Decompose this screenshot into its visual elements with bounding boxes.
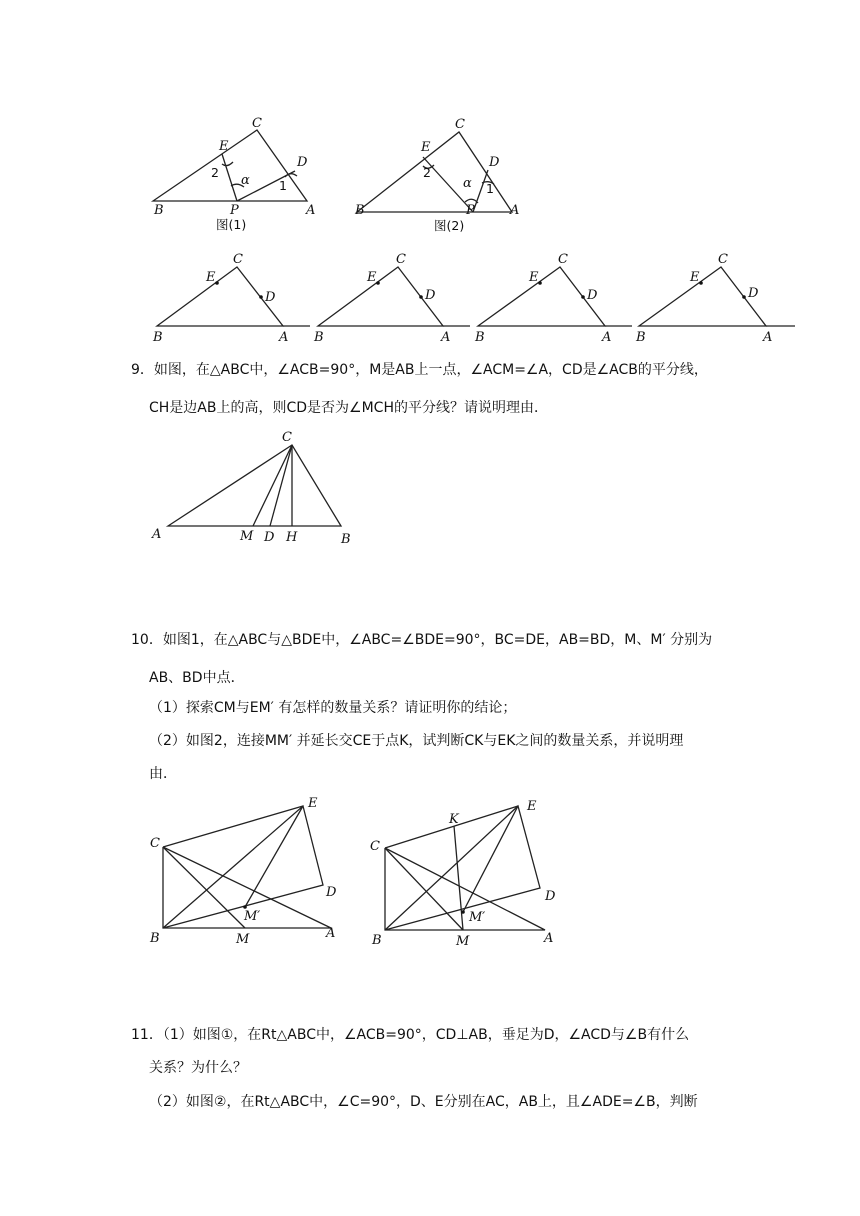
svg-text:C: C	[282, 430, 292, 445]
small-triangle-2	[318, 267, 470, 326]
svg-text:M: M	[240, 529, 254, 544]
small-triangle-labels-4	[635, 252, 772, 345]
q10-line-3: （1）探索CM与EM′ 有怎样的数量关系？请证明你的结论；	[149, 700, 517, 716]
svg-text:C: C	[718, 252, 728, 267]
q10-line-5: 由．	[149, 766, 177, 782]
q11-line-2: 关系？为什么？	[149, 1060, 247, 1076]
svg-text:A: A	[544, 931, 554, 946]
svg-text:E: E	[367, 270, 377, 285]
svg-text:A: A	[279, 330, 289, 345]
fig2-label-A: A	[510, 203, 520, 218]
small-triangle-3	[478, 267, 632, 326]
svg-text:B: B	[475, 330, 485, 345]
svg-text:B: B	[372, 933, 382, 948]
q9-line-2: CH是边AB上的高，则CD是否为∠MCH的平分线？请说明理由．	[149, 400, 548, 416]
fig2-label-E: E	[421, 140, 431, 155]
svg-text:E: E	[529, 270, 539, 285]
fig2-label-1: 1	[486, 181, 494, 196]
svg-text:D: D	[587, 288, 598, 303]
svg-text:B: B	[153, 330, 163, 345]
q10-line-1: 10．如图1，在△ABC与△BDE中，∠ABC=∠BDE=90°，BC=DE，AB=BD，M、M′ 分别为	[131, 632, 713, 648]
fig1-label-C: C	[252, 116, 262, 131]
fig2-label-B: B	[355, 203, 365, 218]
svg-text:D: D	[545, 889, 556, 904]
svg-text:A: A	[152, 527, 162, 542]
svg-text:E: E	[206, 270, 216, 285]
fig2-caption: 图(2)	[434, 218, 465, 233]
fig1-label-1: 1	[279, 178, 287, 193]
svg-text:D: D	[265, 290, 276, 305]
fig2-label-P: P	[466, 203, 475, 218]
q10-line-2: AB、BD中点．	[149, 670, 245, 686]
svg-text:E: E	[308, 796, 318, 811]
small-triangle-labels-2	[313, 252, 450, 345]
svg-text:H: H	[286, 530, 298, 545]
svg-text:B: B	[341, 532, 351, 547]
fig1-label-E: E	[219, 139, 229, 154]
fig1-label-B: B	[154, 203, 164, 218]
svg-text:B: B	[314, 330, 324, 345]
svg-text:B: B	[150, 931, 160, 946]
svg-text:K: K	[449, 812, 459, 827]
svg-text:C: C	[558, 252, 568, 267]
svg-text:A: A	[326, 926, 336, 941]
fig2-label-C: C	[455, 117, 465, 132]
figure-2-triangle	[357, 132, 512, 212]
svg-text:C: C	[150, 836, 160, 851]
fig2-label-2: 2	[423, 165, 431, 180]
fig2-label-alpha: α	[463, 176, 472, 191]
svg-text:D: D	[425, 288, 436, 303]
svg-text:D: D	[748, 286, 759, 301]
small-triangle-labels-3	[474, 252, 611, 345]
fig1-label-P: P	[230, 203, 239, 218]
svg-text:C: C	[370, 839, 380, 854]
fig1-label-A: A	[306, 203, 316, 218]
svg-text:D: D	[326, 885, 337, 900]
q9-figure-labels	[151, 430, 351, 547]
svg-text:M: M	[456, 934, 470, 949]
q9-figure	[168, 445, 341, 526]
q11-line-1: 11．（1）如图①，在Rt△ABC中，∠ACB=90°，CD⊥AB，垂足为D，∠ACD与∠B有什么	[131, 1027, 690, 1043]
fig1-label-alpha: α	[241, 173, 250, 188]
svg-text:M′: M′	[469, 910, 486, 925]
small-triangle-labels-1	[152, 252, 288, 345]
svg-text:A: A	[441, 330, 451, 345]
svg-text:M′: M′	[244, 909, 261, 924]
svg-text:E: E	[527, 799, 537, 814]
fig2-label-D: D	[489, 155, 500, 170]
svg-text:C: C	[396, 252, 406, 267]
svg-text:A: A	[602, 330, 612, 345]
svg-text:E: E	[690, 270, 700, 285]
fig1-label-D: D	[297, 155, 308, 170]
small-triangle-4	[639, 267, 795, 326]
q9-line-1: 9．如图，在△ABC中，∠ACB=90°，M是AB上一点，∠ACM=∠A，CD是∠ACB的平分线，	[131, 362, 708, 378]
fig1-label-2: 2	[211, 165, 219, 180]
svg-text:C: C	[233, 252, 243, 267]
q10-line-4: （2）如图2，连接MM′ 并延长交CE于点K，试判断CK与EK之间的数量关系，并说明理	[149, 733, 684, 749]
fig1-caption: 图(1)	[216, 217, 247, 232]
q10-figure-2	[385, 806, 545, 930]
small-triangle-1	[157, 267, 310, 326]
q11-line-3: （2）如图②，在Rt△ABC中，∠C=90°，D、E分别在AC，AB上，且∠ADE=∠B，判断	[149, 1094, 698, 1110]
svg-text:A: A	[763, 330, 773, 345]
svg-text:B: B	[636, 330, 646, 345]
svg-text:D: D	[264, 530, 275, 545]
svg-text:M: M	[236, 932, 250, 947]
